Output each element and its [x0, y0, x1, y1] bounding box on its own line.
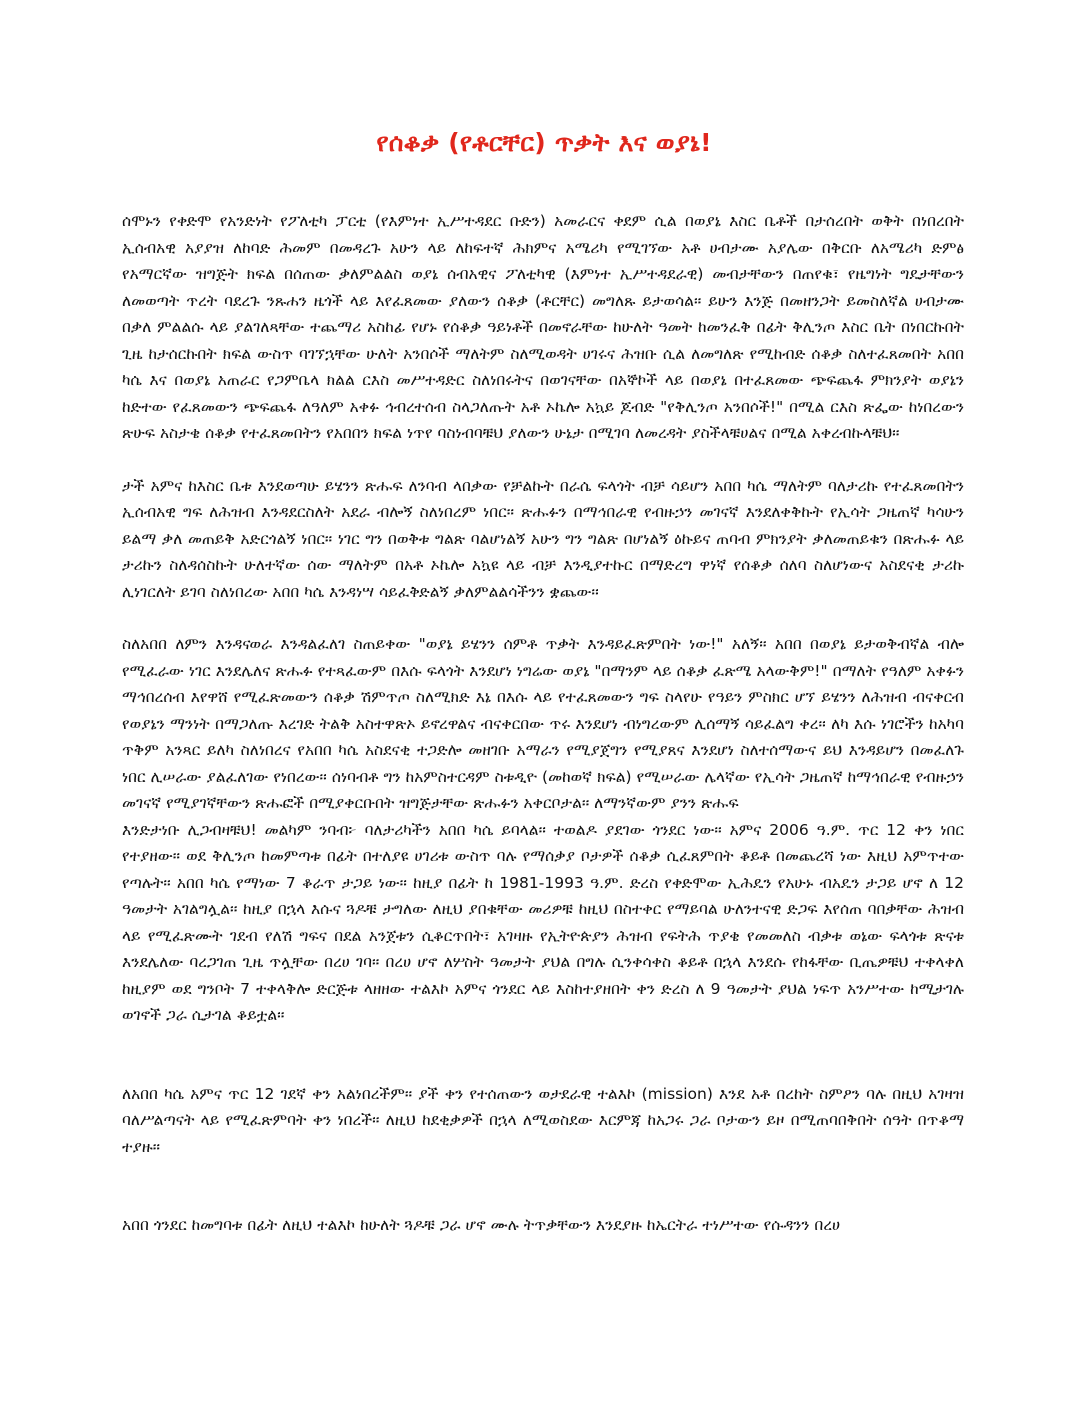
paragraph-5: ለአበበ ካሴ አምና ጥር 12 ገደኛ ቀን አልነበረችም፡፡ ያች ቀን የተሰጠውን ወታደራዊ ተልእኮ (mission) እንደ አቶ በረከት ስምዖን ባሉ በዚህ አገዛዝ ባለሥልጣናት ላይ የሚፈጽምባት ቀን ነበረች፡፡ ለዚህ ከደቂቃዎች በኋላ ለሚወስደው እርምጃ ከአጋሩ ጋራ ቦታውን ይዞ በሚጠባበቅበት ሰዓት በጥቆማ ተያዙ፡፡: [122, 1084, 964, 1156]
document-body: [122, 208, 964, 1239]
paragraph-3: ስለአበበ ለምን እንዳናወራ እንዳልፈለገ ስጠይቀው "ወያኔ ይሄንን ሰምቶ ጥቃት እንዳይፈጽምበት ነው!" አለኝ፡፡ አበበ በወያኔ ይታወቅብኛል ብሎ የሚፈራው ነገር እንደሌለና ጽሑፉ የተጻፈውም በእሱ ፍላጎት እንደሆነ ነግሬው ወያኔ "በማንም ላይ ሰቆቃ ፈጽሜ አላውቅም!" በማለት የዓለም አቀፉን ማኅበረሰብ እየዋሸ የሚፈጽመውን ሰቆቃ ሽምጥጦ ስለሚክድ እኔ በእሱ ላይ የተፈጸመውን ግፍ ስላየሁ የዓይን ምስክር ሆኘ ይሄንን ለሕዝብ ብናቀርብ የወያኔን ማንነት በማጋለጡ እረገድ ትልቅ አስተዋጽኦ ይኖረዋልና ብናቀርበው ጥሩ እንደሆነ ብነግረውም ሊሰማኝ ሳይፈልግ ቀረ፡፡ ለካ እሱ ነገሮችን ከአካባ ጥቅም አንጻር ይለካ ስለነበረና የአበበ ካሴ አስደናቂ ተጋድሎ መዘገቡ አማራን የሚያጀግን የሚያጸና እንደሆነ ስለተሰማውና ይህ እንዳይሆን በመፈለጉ ነበር ሊሠራው ያልፈለገው የነበረው፡፡ ሰነባብቶ ግን ከአምስተርዳም ስቱዲዮ (መከወኛ ክፍል) የሚሠራው ሌላኛው የኢሳት ጋዜጠኛ ከማኅበራዊ የብዙኃን መገናኛ የሚያገኛቸውን ጽሑፎች በሚያቀርቡበት ዝግጅታቸው ጽሑፉን አቀርቦታል፡፡ ለማንኛውም ያንን ጽሑፍ: [122, 635, 964, 812]
paragraph-1: ሰሞኑን የቀድሞ የአንድነት የፖለቲካ ፓርቲ (የእምነተ ኢሥተዳደር ቡድን) አመራርና ቀደም ሲል በወያኔ እስር ቤቶች በታሰረበት ወቅት በነበረበት ኢሰብአዊ አያያዝ ለከባድ ሕመም በመዳረጉ አሁን ላይ ለከፍተኛ ሕክምና አሜሪካ የሚገኘው አቶ ሀብታሙ አያሌው በቅርቡ ለአሜሪካ ድምፅ የአማርኛው ዝግጅት ክፍል በሰጠው ቃለምልልስ ወያኔ ሰብአዊና ፖለቲካዊ (እምነተ ኢሥተዳደራዊ) መብታቸውን በጠየቁ፣ የዜግነት ግዴታቸውን ለመወጣት ጥረት ባደረጉ ንጹሐን ዜጎች ላይ እየፈጸመው ያለውን ሰቆቃ (ቶርቸር) መግለጹ ይታወሳል፡፡ ይሁን እንጅ በመዘንጋት ይመስለኛል ሀብታሙ በቃለ ምልልሱ ላይ ያልገለጻቸው ተጨማሪ አስከፊ የሆኑ የሰቆቃ ዓይነቶች በመኖራቸው ከሁለት ዓመት ከመንፈቅ በፊት ቅሊንጦ እስር ቤት በነበርኩበት ጊዜ ከታሰርኩበት ክፍል ውስጥ ባገኘኋቸው ሁለት አንበሶች ማለትም ስለሚወዳት ሀገሩና ሕዝቡ ሲል ለመግለጽ የሚከብድ ሰቆቃ ስለተፈጸመበት አበበ ካሴ እና በወያኔ አጠራር የጋምቤላ ክልል ርእስ መሥተዳድር ስለነበሩትና በወገናቸው በአኞኮች ላይ በወያኔ በተፈጸመው ጭፍጨፋ ምክንያት ወያኔን ከድተው የፈጸመውን ጭፍጨፋ ለዓለም አቀፉ ኅብረተሰብ ስላጋለጡት አቶ ኦኬሎ አኳይ ጆብድ "የቅሊንጦ አንበሶች!" በሚል ርእስ ጽፌው ከነበረውን ጽሁፍ አስታቄ ሰቆቃ የተፈጸመበትን የአበበን ክፍል ነጥየ ባስነብባቹህ ያለውን ሁኔታ በሚገባ ለመረዳት ያስችላቹሀልና በሚል አቀረብኩላቹህ፡፡: [122, 212, 964, 442]
paragraph-4: እንድታነቡ ሊጋብዛቹህ! መልካም ንባብ፦ ባለታሪካችን አበበ ካሴ ይባላል፡፡ ተወልዶ ያደገው ጎንደር ነው፡፡ አምና 2006 ዓ.ም. ጥር 12 ቀን ነበር የተያዘው፡፡ ወደ ቅሊንጦ ከመምጣቱ በፊት በተለያዩ ሀገሪቱ ውስጥ ባሉ የማሰቃያ ቦታዎች ሰቆቃ ሲፈጸምበት ቆይቶ በመጨረሻ ነው እዚህ አምጥተው የጣሉት፡፡ አበበ ካሴ የማነው 7 ቆራጥ ታጋይ ነው፡፡ ከዚያ በፊት ከ 1981-1993 ዓ.ም. ድረስ የቀድሞው ኢሕዴን የአሁኑ ብአዴን ታጋይ ሆኖ ለ 12 ዓመታት አገልግሏል፡፡ ከዚያ በኋላ እሱና ጓዶቹ ታግለው ለዚህ ያበቁቸው መሪዎቹ ከዚህ በስተቀር የማይባል ሁለንተናዊ ድጋፍ እየሰጠ ባበቃቸው ሕዝብ ላይ የሚፈጽሙት ገደብ የለሽ ግፍና በደል አንጀቱን ሲቆርጥበት፣ አገዛዙ የኢትዮጵያን ሕዝብ የፍትሕ ጥያቄ የመመለስ ብቃቱ ወኔው ፍላጎቱ ጽናቱ እንደሌለው ባረጋገጠ ጊዜ ጥሏቸው በረሀ ገባ፡፡ በረሀ ሆኖ ለሦስት ዓመታት ያህል በግሉ ሲንቀሳቀስ ቆይቶ በኋላ እንደሱ የከፋቸው ቢጤዎቹህ ተቀላቀለ ከዚያም ወደ ግንቦት 7 ተቀላቅሎ ድርጅቱ ላዘዘው ተልእኮ አምና ጎንደር ላይ እስከተያዘበት ቀን ድረስ ለ 9 ዓመታት ያህል ነፍጥ አንሥተው ከሚታገሉ ወገኖች ጋራ ሲታገል ቆይቷል፡፡: [122, 820, 965, 1024]
paragraph-6: አበበ ጎንደር ከመግባቱ በፊት ለዚህ ተልእኮ ከሁለት ጓዶቹ ጋራ ሆኖ ሙሉ ትጥቃቸውን እንደያዙ ከኤርትራ ተነሥተው የሱዳንን በረሀ: [122, 1216, 841, 1234]
paragraph-2: ታች አምና ከእስር ቤቱ እንደወጣሁ ይሄንን ጽሑፍ ለንባብ ላበቃው የቻልኩት በራሴ ፍላጎት ብቻ ሳይሆን አበበ ካሴ ማለትም ባለታሪኩ የተፈጸመበትን ኢሰብአዊ ግፍ ለሕዝብ እንዳደርስለት አደራ ብሎኝ ስለነበረም ነበር፡፡ ጽሑፉን በማኅበራዊ የብዙኃን መገናኛ እንደለቀቅኩት የኢሳት ጋዜጠኛ ካሳሁን ይልማ ቃለ መጠይቅ አድርጎልኝ ነበር፡፡ ነገር ግን በወቅቱ ግልጽ ባልሆነልኝ አሁን ግን ግልጽ በሆነልኝ ዕኩይና ጠባብ ምክንያት ቃለመጠይቁን በጽሑፉ ላይ ታሪኩን ስለዳሰስኩት ሁለተኛው ሰው ማለትም በአቶ ኦኬሎ አኳዩ ላይ ብቻ እንዲያተኩር በማድረግ ዋነኛ የሰቆቃ ሰለባ ስለሆነውና አስደናቂ ታሪኩ ሊነገርለት ይገባ ስለነበረው አበበ ካሴ እንዳነሣ ሳይፈቅድልኝ ቃለምልልሳችንን ቋጨው፡፡: [122, 476, 964, 601]
document-title: የሰቆቃ (የቶርቸር) ጥቃት እና ወያኔ!: [376, 128, 712, 157]
